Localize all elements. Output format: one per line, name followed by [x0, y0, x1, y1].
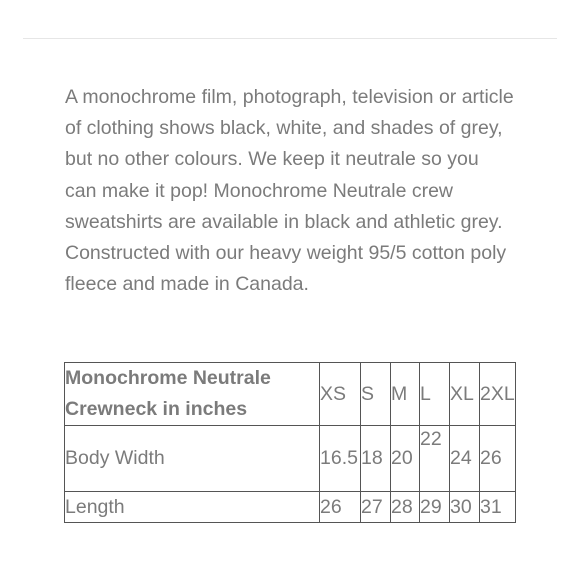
size-header-s: S — [361, 363, 391, 426]
length-m: 28 — [391, 492, 420, 523]
size-header-m: M — [391, 363, 420, 426]
body-width-m: 20 — [391, 426, 420, 492]
length-s: 27 — [361, 492, 391, 523]
size-chart-table — [64, 362, 516, 523]
size-header-xl: XL — [450, 363, 480, 426]
length-2xl: 31 — [480, 492, 516, 523]
length-l: 29 — [420, 492, 450, 523]
top-divider — [23, 38, 557, 39]
body-width-xs: 16.5 — [320, 426, 361, 492]
body-width-s: 18 — [361, 426, 391, 492]
row-label-body-width: Body Width — [65, 426, 320, 492]
size-chart-title: Monochrome Neutrale Crewneck in inches — [65, 363, 320, 426]
row-label-length: Length — [65, 492, 320, 523]
length-xs: 26 — [320, 492, 361, 523]
length-xl: 30 — [450, 492, 480, 523]
size-header-l: L — [420, 363, 450, 426]
body-width-xl: 24 — [450, 426, 480, 492]
table-row — [65, 492, 516, 523]
size-header-2xl: 2XL — [480, 363, 516, 426]
size-header-row — [65, 363, 516, 426]
size-header-xs: XS — [320, 363, 361, 426]
product-description: A monochrome film, photograph, television or article of clothing shows black, white, and shades of grey, but no other colours. We keep it neutrale so you can make it pop! Monochrome Neutrale crew sweatshirts are available in black and athletic grey. Constructed with our heavy weight 95/5 cotton poly fleece and made in Canada. — [65, 86, 514, 296]
body-width-2xl: 26 — [480, 426, 516, 492]
table-row — [65, 426, 516, 492]
body-width-l: 22 — [420, 426, 450, 492]
